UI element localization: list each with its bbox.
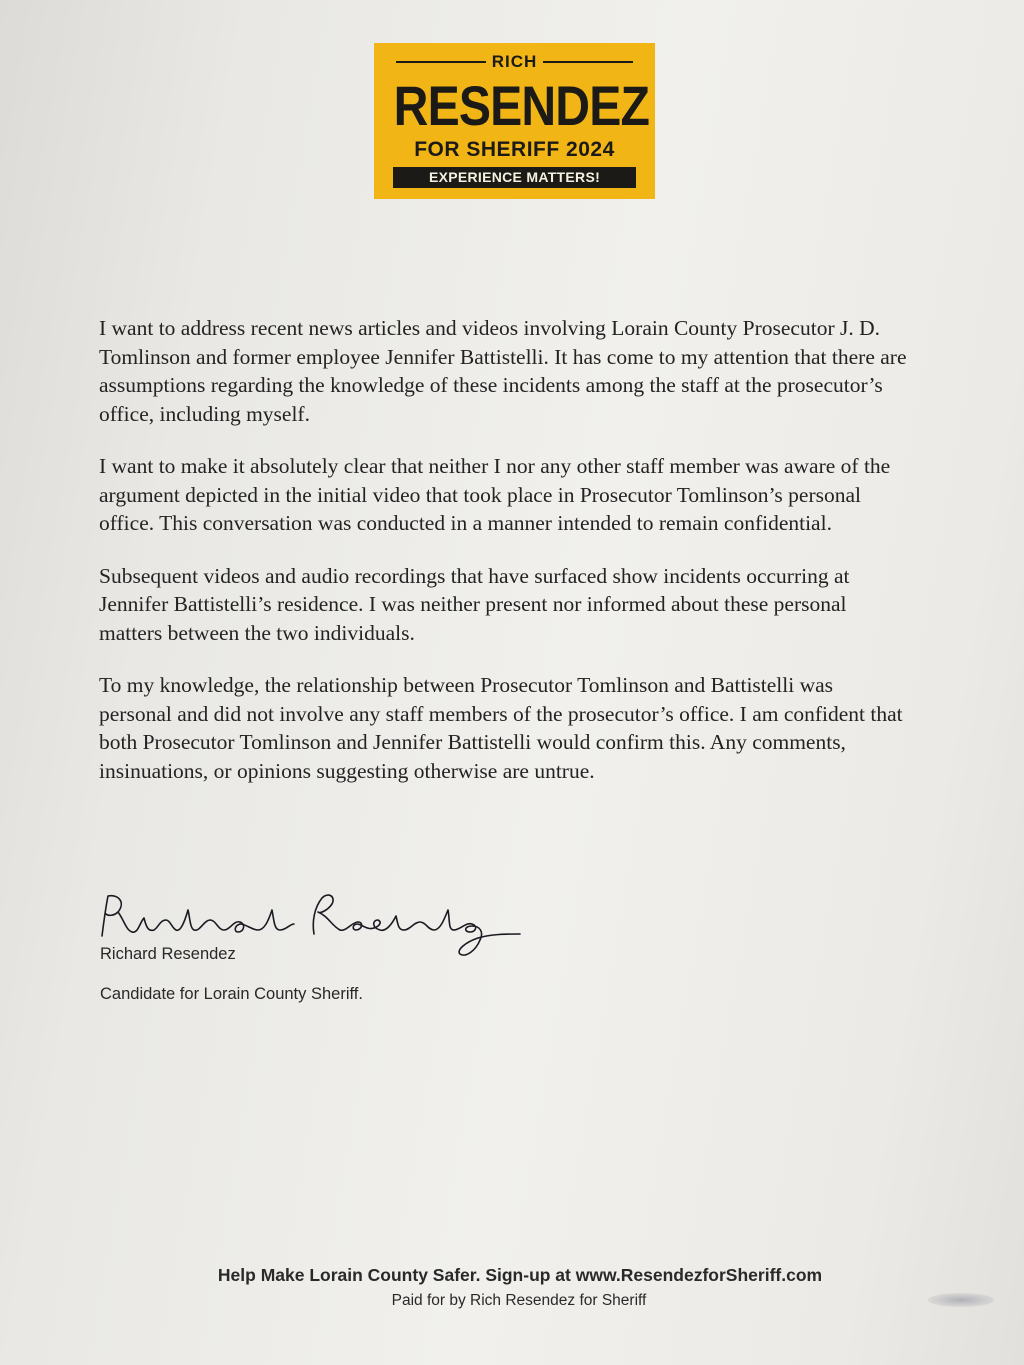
logo-rule-right [543,61,633,63]
logo-last-name: RESENDEZ [393,74,650,137]
logo-rule-left [396,61,486,63]
paragraph-2: I want to make it absolutely clear that neither I nor any other staff member was aware of the argument depicted in the initial video that took place in Prosecutor Tomlinson’s personal office. This conversation was conducted in a manner intended to remain confidential. [99,454,891,535]
footer-paid-for-disclaimer: Paid for by Rich Resendez for Sheriff [391,1292,647,1309]
letter-body [99,314,909,809]
signer-title: Candidate for Lorain County Sheriff. [100,985,363,1003]
logo-tagline: EXPERIENCE MATTERS! [393,167,636,188]
paragraph-1: I want to address recent news articles and videos involving Lorain County Prosecutor J. D. Tomlinson and former employee Jennifer Battistelli. It has come to my attention that there are assumptions regarding the knowledge of these incidents among the staff at the prosecutor’s office, including myself. [99,316,907,426]
campaign-logo [374,43,655,199]
logo-office: FOR SHERIFF 2024 [414,138,615,161]
logo-top-row [374,52,655,72]
footer-call-to-action: Help Make Lorain County Safer. Sign-up at www.ResendezforSheriff.com [217,1265,823,1285]
paragraph-3: Subsequent videos and audio recordings that have surfaced show incidents occurring at Jennifer Battistelli’s residence. I was neither present nor informed about these personal matters between the two individuals. [99,563,850,645]
paper-smudge [928,1293,994,1307]
signer-name: Richard Resendez [100,945,236,963]
logo-first-name: RICH [491,52,538,71]
paragraph-4: To my knowledge, the relationship between Prosecutor Tomlinson and Battistelli was personal and did not involve any staff members of the prosecutor’s office. I am confident that both Prosecutor Tomlinson and Jennifer Battistelli would confirm this. Any comments, insinuations, or opinions suggesting otherwise are untrue. [99,673,903,783]
